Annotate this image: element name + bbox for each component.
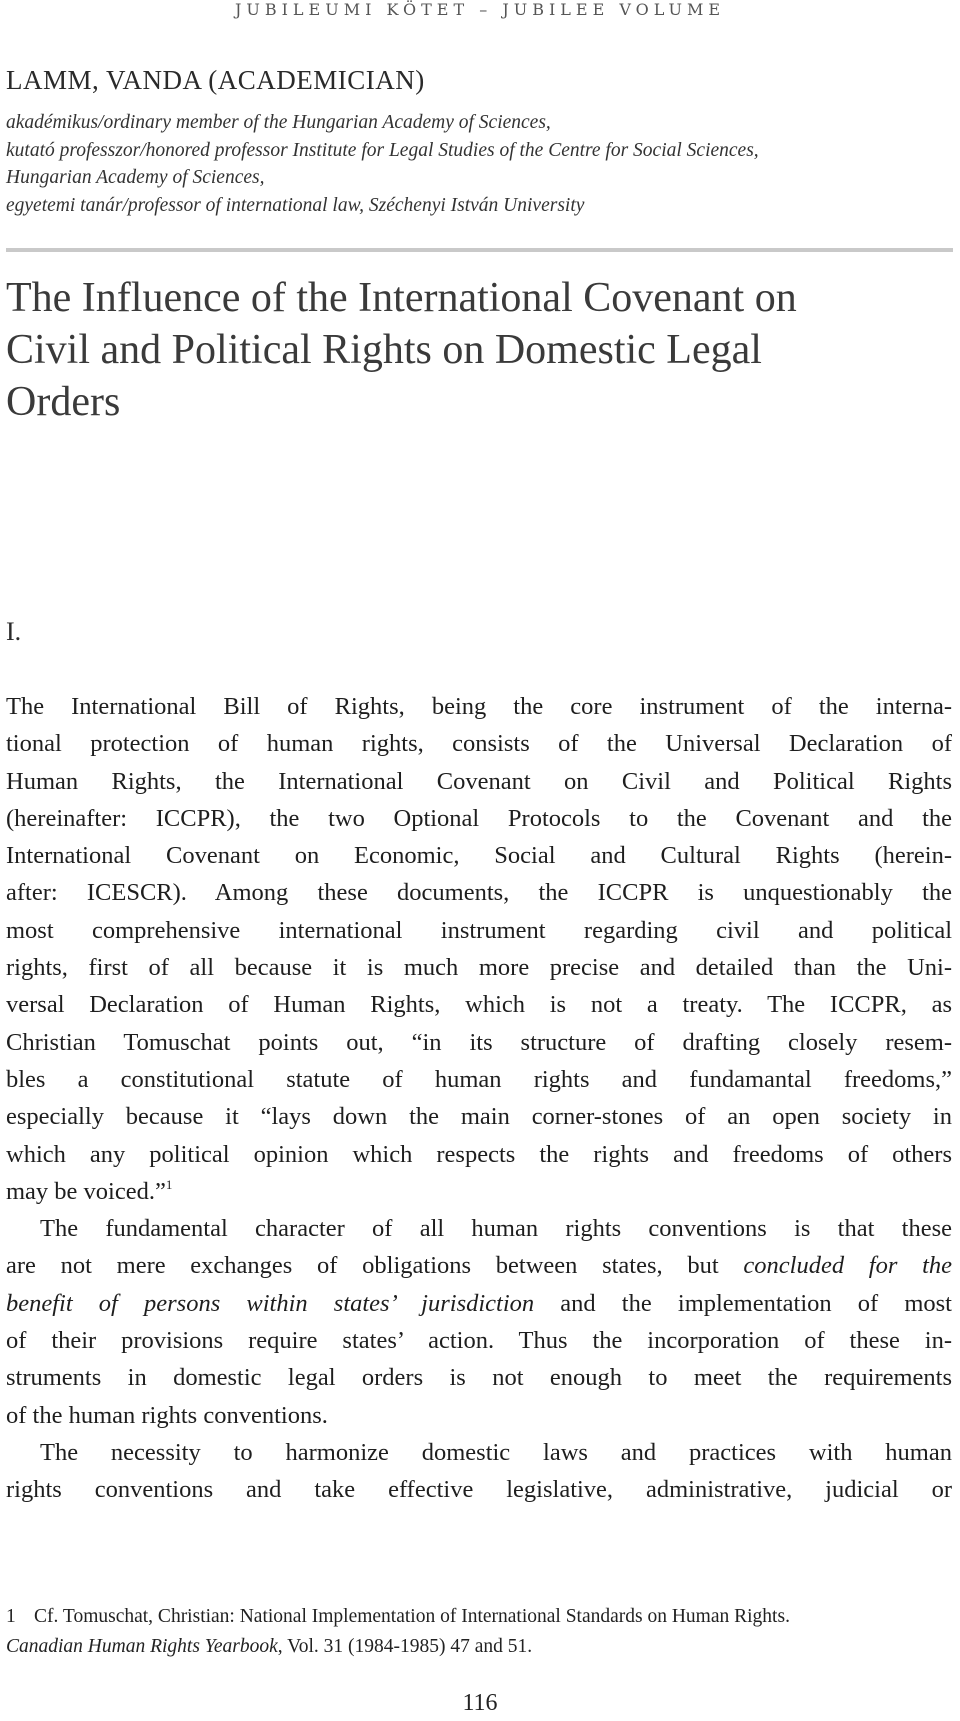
footnote-number: 1: [6, 1606, 16, 1627]
affiliation-line: egyetemi tanár/professor of international law, Széchenyi István University: [6, 194, 585, 216]
title-divider: [6, 248, 953, 252]
text-line: International Covenant on Economic, Social and Cultural Rights (herein-: [6, 842, 952, 870]
section-number: I.: [6, 617, 22, 646]
title-line: The Influence of the International Covenant on: [6, 275, 797, 321]
text-line: (hereinafter: ICCPR), the two Optional Protocols to the Covenant and the: [6, 804, 952, 832]
text-line: [6, 1173, 952, 1210]
paragraph: [6, 1434, 952, 1509]
title-line: Civil and Political Rights on Domestic Legal: [6, 327, 762, 373]
text-line: The necessity to harmonize domestic laws and practices with human: [40, 1438, 952, 1466]
author-name: LAMM, VANDA (ACADEMICIAN): [6, 65, 425, 95]
emphasis-text: benefit of persons within states’ jurisdiction: [6, 1289, 535, 1317]
text-line: [6, 1247, 952, 1284]
footnote-text: , Vol. 31 (1984-1985) 47 and 51.: [277, 1636, 533, 1657]
title-line: Orders: [6, 379, 121, 425]
emphasis-text: concluded for the: [743, 1252, 952, 1280]
text-line: [6, 1285, 952, 1322]
text-line: after: ICESCR). Among these documents, the ICCPR is unquestionably the: [6, 879, 952, 907]
text-line: versal Declaration of Human Rights, which is not a treaty. The ICCPR, as: [6, 991, 952, 1019]
text-line: which any political opinion which respects the rights and freedoms of others: [6, 1140, 952, 1168]
text-line: The fundamental character of all human rights conventions is that these: [40, 1215, 952, 1243]
text-line: rights conventions and take effective legislative, administrative, judicial or: [6, 1476, 952, 1504]
text-line: of the human rights conventions.: [6, 1401, 328, 1429]
running-header: JUBILEUMI KÖTET – JUBILEE VOLUME: [234, 0, 726, 19]
text-fragment: and the implementation of most: [560, 1289, 952, 1317]
text-line: most comprehensive international instrument regarding civil and political: [6, 916, 952, 944]
footnote-line: [6, 1602, 952, 1632]
footnote-reference[interactable]: 1: [165, 1176, 173, 1192]
footnote-text: Cf. Tomuschat, Christian: National Implementation of International Standards on Human Rights.: [34, 1606, 790, 1627]
text-line: tional protection of human rights, consists of the Universal Declaration of: [6, 730, 952, 758]
article-body: [6, 688, 952, 1509]
text-line: Christian Tomuschat points out, “in its structure of drafting closely resem-: [6, 1028, 952, 1056]
article-title: [6, 272, 946, 428]
text-fragment: are not mere exchanges of obligations between states, but: [6, 1252, 719, 1280]
footnote-line: [6, 1632, 952, 1662]
paragraph: [6, 1210, 952, 1434]
affiliation-line: akadémikus/ordinary member of the Hungarian Academy of Sciences,: [6, 112, 551, 133]
paragraph: [6, 688, 952, 1210]
text-line: of their provisions require states’ action. Thus the incorporation of these in-: [6, 1327, 952, 1355]
author-affiliations: [6, 109, 946, 219]
text-line: Human Rights, the International Covenant on Civil and Political Rights: [6, 767, 952, 795]
text-line: struments in domestic legal orders is not enough to meet the requirements: [6, 1364, 952, 1392]
page-number: 116: [462, 1690, 498, 1716]
text-fragment: may be voiced.”: [6, 1177, 166, 1205]
text-line: bles a constitutional statute of human rights and fundamantal freedoms,”: [6, 1065, 952, 1093]
journal-title: Canadian Human Rights Yearbook: [6, 1636, 278, 1657]
affiliation-line: kutató professzor/honored professor Institute for Legal Studies of the Centre for Social Sciences,: [6, 139, 759, 161]
footnote: [6, 1602, 952, 1662]
text-line: especially because it “lays down the main corner-stones of an open society in: [6, 1103, 952, 1131]
text-line: The International Bill of Rights, being the core instrument of the interna-: [6, 693, 952, 720]
text-line: rights, first of all because it is much more precise and detailed than the Uni-: [6, 954, 952, 982]
affiliation-line: Hungarian Academy of Sciences,: [6, 167, 265, 188]
